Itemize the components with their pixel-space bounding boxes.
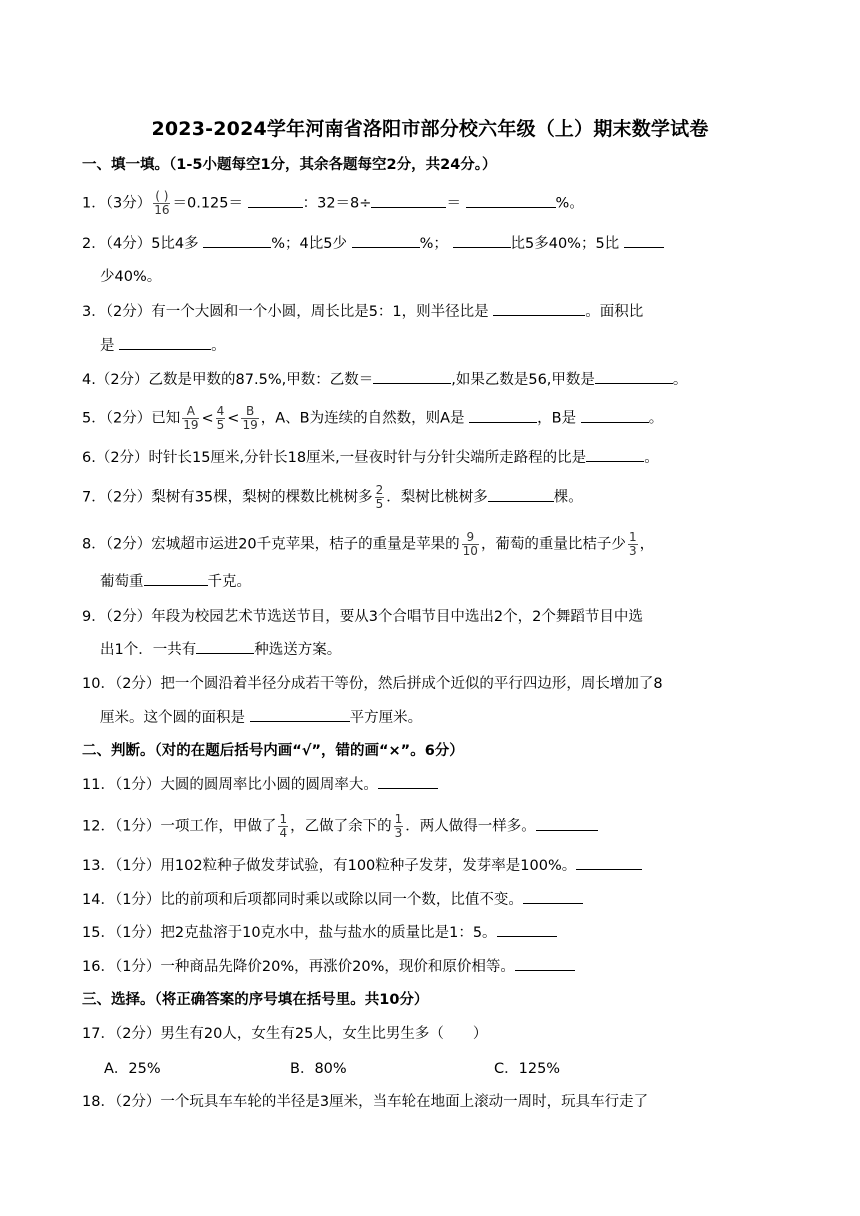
question-17: 17．（2分）男生有20人，女生有25人，女生比男生多（ ） (82, 1026, 488, 1042)
answer-blank[interactable] (493, 301, 585, 316)
fraction: $\frac{1}{3}$ (628, 530, 637, 558)
fraction: $\frac{1}{4}$ (279, 812, 288, 840)
answer-blank[interactable] (523, 889, 583, 904)
question-15: 15．（1分）把2克盐溶于10克水中，盐与盐水的质量比是1：5。 (82, 922, 782, 944)
answer-blank[interactable] (248, 193, 303, 208)
fraction: $\frac{4}{5}$ (216, 404, 225, 432)
section-3-heading: 三、选择。（将正确答案的序号填在括号里。共10分） (82, 992, 429, 1008)
answer-blank[interactable] (515, 956, 575, 971)
section-1-heading: 一、填一填。（1-5小题每空1分，其余各题每空2分，共24分。） (82, 157, 497, 173)
fraction: $\frac{B}{19}$ (242, 404, 258, 432)
question-10: 10．（2分）把一个圆沿着半径分成若干等份，然后拼成个近似的平行四边形，周长增加了8 (82, 676, 663, 692)
question-9-cont: 出1个．一共有 种选送方案。 (100, 639, 800, 661)
page-title: 2023-2024学年河南省洛阳市部分校六年级（上）期末数学试卷 (151, 118, 709, 140)
question-2-cont: 少40%。 (100, 269, 162, 285)
answer-blank[interactable] (581, 408, 649, 423)
answer-blank[interactable] (576, 855, 642, 870)
fraction: $\frac{1}{3}$ (394, 812, 403, 840)
question-10-cont: 厘米。这个圆的面积是 平方厘米。 (100, 707, 800, 729)
fraction: $\frac{9}{10}$ (462, 530, 478, 558)
answer-blank[interactable] (250, 707, 350, 722)
answer-blank[interactable] (497, 922, 557, 937)
question-9: 9．（2分）年段为校园艺术节选送节目，要从3个合唱节目中选出2个，2个舞蹈节目中选 (82, 609, 643, 625)
answer-blank[interactable] (371, 193, 446, 208)
section-2-heading: 二、判断。（对的在题后括号内画“√”，错的画“×”。6分） (82, 743, 464, 759)
choice-a[interactable]: A．25% (104, 1061, 161, 1077)
question-7: 7．（2分）梨树有35棵，梨树的棵数比桃树多 $\frac{2}{5}$ ．梨树比桃树多 棵。 (82, 483, 583, 511)
question-3-cont: 是 。 (100, 335, 800, 357)
question-5: 5．（2分）已知 $\frac{A}{19}$ < $\frac{4}{5}$ < $\frac{B}{19}$ ，A、B为连续的自然数，则A是 ，B是 。 (82, 404, 664, 432)
answer-blank[interactable] (203, 233, 271, 248)
fraction: $\frac{A}{19}$ (183, 404, 199, 432)
answer-blank[interactable] (453, 233, 511, 248)
question-18: 18．（2分）一个玩具车车轮的半径是3厘米，当车轮在地面上滚动一周时，玩具车行走了 (82, 1094, 649, 1110)
answer-blank[interactable] (373, 369, 451, 384)
answer-blank[interactable] (119, 335, 211, 350)
answer-blank[interactable] (378, 774, 438, 789)
choice-b[interactable]: B．80% (290, 1061, 347, 1077)
question-4: 4.（2分）乙数是甲数的87.5%,甲数：乙数＝ ,如果乙数是56,甲数是 。 (82, 369, 782, 391)
answer-blank[interactable] (586, 447, 644, 462)
question-2: 2．（4分）5比4多 %；4比5少 %； 比5多40%；5比 (82, 233, 782, 255)
question-8: 8．（2分）宏城超市运进20千克苹果，桔子的重量是苹果的 $\frac{9}{10}$ ，葡萄的重量比桔子少 $\frac{1}{3}$ ， (82, 530, 655, 558)
answer-blank[interactable] (469, 408, 537, 423)
answer-blank[interactable] (488, 487, 554, 502)
answer-blank[interactable] (466, 193, 556, 208)
answer-blank[interactable] (144, 571, 208, 586)
question-11: 11．（1分）大圆的圆周率比小圆的圆周率大。 (82, 774, 782, 796)
answer-blank[interactable] (595, 369, 673, 384)
fraction: $\frac{2}{5}$ (375, 483, 384, 511)
fraction: $\frac{( )}{16}$ (154, 189, 170, 217)
question-1: 1．（3分） $\frac{( )}{16}$ ＝0.125＝ ：32＝8÷ ＝ %。 (82, 189, 584, 217)
answer-blank[interactable] (536, 816, 598, 831)
question-16: 16．（1分）一种商品先降价20%，再涨价20%，现价和原价相等。 (82, 956, 782, 978)
question-3: 3．（2分）有一个大圆和一个小圆，周长比是5：1，则半径比是 。面积比 (82, 301, 782, 323)
question-12: 12．（1分）一项工作，甲做了 $\frac{1}{4}$ ，乙做了余下的 $\frac{1}{3}$ ．两人做得一样多。 (82, 813, 782, 840)
question-6: 6.（2分）时针长15厘米,分针长18厘米,一昼夜时针与分针尖端所走路程的比是 。 (82, 447, 782, 469)
question-14: 14．（1分）比的前项和后项都同时乘以或除以同一个数，比值不变。 (82, 889, 782, 911)
answer-blank[interactable] (624, 233, 664, 248)
question-13: 13．（1分）用102粒种子做发芽试验，有100粒种子发芽，发芽率是100%。 (82, 855, 782, 877)
choice-c[interactable]: C．125% (494, 1061, 561, 1077)
question-8-cont: 葡萄重 千克。 (100, 571, 800, 593)
answer-blank[interactable] (196, 639, 254, 654)
answer-blank[interactable] (352, 233, 420, 248)
